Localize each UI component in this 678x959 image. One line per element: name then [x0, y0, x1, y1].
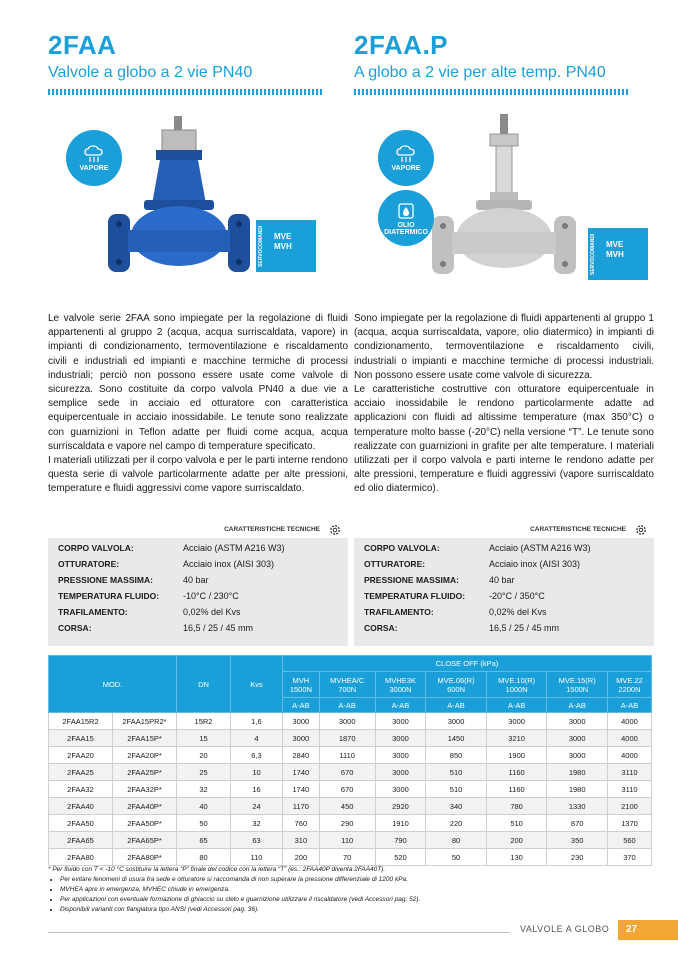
table-cell: 2FAA15R2 [49, 713, 113, 730]
table-cell: 2FAA80P* [113, 849, 177, 866]
left-product-photo [48, 108, 324, 302]
gear-icon [328, 523, 342, 537]
table-cell: 25 [177, 764, 231, 781]
footnote-item: • Disponibili varianti con flangiatura tipo ANSI (vedi Accessori pag. 36). [60, 905, 648, 915]
table-cell: 340 [426, 798, 487, 815]
table-cell: 32 [231, 815, 283, 832]
header-dn: DN [177, 656, 231, 713]
table-cell: 65 [177, 832, 231, 849]
spec-value: 0,02% del Kvs [183, 607, 241, 617]
right-product-photo [354, 108, 630, 302]
table-cell: 1910 [375, 815, 426, 832]
spec-value: Acciaio (ASTM A216 W3) [489, 543, 591, 553]
table-cell: 4000 [607, 713, 651, 730]
header-a-ab: A-AB [426, 698, 487, 713]
table-cell: 2FAA15PR2* [113, 713, 177, 730]
header-actuator [486, 671, 547, 698]
actuator-force: 3000N [389, 684, 412, 694]
table-cell: 560 [607, 832, 651, 849]
header-actuator [319, 671, 375, 698]
actuator-name: MVHEA/C [330, 675, 365, 685]
table-cell: 3000 [547, 730, 608, 747]
left-paragraph-1: Le valvole serie 2FAA sono impiegate per la regolazione di fluidi appartenenti al gruppo 2 (acqua, acqua surriscaldata, vapore) in impianti di condizionamento, termoventilazione e riscaldamento civili e industriali ed impianti e macchine termiche di processi industriali; perciò non possono essere usate come valvole di sicurezza. Sono costituite da corpo valvola PN40 a due vie a semplice sede in acciaio ed otturatore con caratteristica equipercentuale in acciaio inossidabile. Le tenute sono realizzate con guarnizioni in Teflon adatte per fluidi come acqua, acqua surriscaldata e vapore nel campo di temperature specificato. [48, 313, 348, 452]
spec-value: 16,5 / 25 / 45 mm [183, 623, 254, 633]
table-cell: 16 [231, 781, 283, 798]
table-cell: 2840 [283, 747, 320, 764]
table-cell: 2FAA65 [49, 832, 113, 849]
right-servocomandi-label: SERVOCOMANDI [590, 233, 596, 275]
table-cell: 3000 [547, 747, 608, 764]
footnote-list [48, 875, 648, 915]
table-cell: 1980 [547, 781, 608, 798]
table-cell: 15R2 [177, 713, 231, 730]
footnote-item: • Per applicazioni con eventuale formazione di ghiaccio su stelo e guarnizione utilizzare il riscaldatore (vedi Accessori pag. 52). [60, 895, 648, 905]
table-cell: 450 [319, 798, 375, 815]
table-cell: 1900 [486, 747, 547, 764]
actuator-force: 1500N [289, 684, 312, 694]
right-vapore-badge [378, 130, 434, 186]
table-cell: 3000 [547, 713, 608, 730]
table-cell: 3000 [375, 713, 426, 730]
table-cell: 1160 [486, 764, 547, 781]
table-cell: 2FAA40 [49, 798, 113, 815]
table-row [49, 781, 652, 798]
table-cell: 370 [607, 849, 651, 866]
table-cell: 230 [547, 849, 608, 866]
footnote-first: * Per fluido con T < -10 °C sostituire la lettera “P” finale del codice con la lettera “T” (es.: 2FAA40P diventa 2FAA40T). [48, 866, 386, 873]
table-cell: 310 [283, 832, 320, 849]
table-cell: 15 [177, 730, 231, 747]
right-subtitle: A globo a 2 vie per alte temp. PN40 [354, 64, 606, 81]
spec-value: 40 bar [183, 575, 209, 585]
header-a-ab: A-AB [283, 698, 320, 713]
table-cell: 4 [231, 730, 283, 747]
table-cell: 3000 [486, 713, 547, 730]
table-cell: 2920 [375, 798, 426, 815]
table-cell: 870 [547, 815, 608, 832]
table-cell: 790 [375, 832, 426, 849]
actuator-force: 600N [447, 684, 466, 694]
table-cell: 2FAA50P* [113, 815, 177, 832]
header-kvs: Kvs [231, 656, 283, 713]
actuator-name: MVE.22 [616, 675, 643, 685]
spec-key: OTTURATORE: [364, 559, 426, 569]
table-cell: 130 [486, 849, 547, 866]
table-cell: 3000 [426, 713, 487, 730]
spec-value: 16,5 / 25 / 45 mm [489, 623, 560, 633]
left-vapore-label: VAPORE [79, 164, 109, 172]
spec-key: CORSA: [364, 623, 398, 633]
left-description [48, 312, 348, 497]
table-cell: 2FAA80 [49, 849, 113, 866]
table-cell: 10 [231, 764, 283, 781]
table-cell: 220 [426, 815, 487, 832]
right-product-code: 2FAA.P [354, 30, 449, 60]
table-cell: 63 [231, 832, 283, 849]
table-cell: 780 [486, 798, 547, 815]
left-servocomandi-label: SERVOCOMANDI [258, 225, 264, 267]
header-close-off: CLOSE OFF (kPa) [283, 656, 652, 672]
right-spec-header [354, 524, 654, 538]
right-vapore-label: VAPORE [391, 164, 421, 172]
table-cell: 670 [319, 764, 375, 781]
right-actuator-mve: MVE [606, 240, 624, 249]
spec-key: TEMPERATURA FLUIDO: [364, 591, 466, 601]
header-actuator [375, 671, 426, 698]
right-olio-badge [378, 190, 434, 246]
table-cell: 2FAA65P* [113, 832, 177, 849]
left-vapore-badge [66, 130, 122, 186]
table-cell: 3000 [375, 781, 426, 798]
header-a-ab: A-AB [486, 698, 547, 713]
table-cell: 1160 [486, 781, 547, 798]
header-a-ab: A-AB [319, 698, 375, 713]
spec-value: Acciaio (ASTM A216 W3) [183, 543, 285, 553]
spec-key: TRAFILAMENTO: [58, 607, 128, 617]
table-cell: 200 [283, 849, 320, 866]
left-spec-title: CARATTERISTICHE TECNICHE [224, 526, 320, 533]
left-spec-header [48, 524, 348, 538]
right-actuator-tag [588, 228, 648, 280]
spec-key: TRAFILAMENTO: [364, 607, 434, 617]
table-cell: 510 [486, 815, 547, 832]
oil-drop-icon [397, 200, 415, 220]
header-a-ab: A-AB [547, 698, 608, 713]
table-cell: 110 [319, 832, 375, 849]
steam-cloud-icon [83, 145, 105, 163]
actuator-force: 1500N [566, 684, 589, 694]
header-actuator [547, 671, 608, 698]
right-actuator-mvh: MVH [606, 250, 624, 259]
spec-key: PRESSIONE MASSIMA: [58, 575, 153, 585]
table-cell: 2FAA20 [49, 747, 113, 764]
header-a-ab: A-AB [607, 698, 651, 713]
table-cell: 80 [426, 832, 487, 849]
table-cell: 6,3 [231, 747, 283, 764]
header-actuator [607, 671, 651, 698]
spec-value: 0,02% del Kvs [489, 607, 547, 617]
table-cell: 32 [177, 781, 231, 798]
table-cell: 1110 [319, 747, 375, 764]
table-cell: 670 [319, 781, 375, 798]
table-cell: 50 [426, 849, 487, 866]
table-cell: 70 [319, 849, 375, 866]
actuator-force: 1000N [505, 684, 528, 694]
table-row [49, 798, 652, 815]
table-cell: 510 [426, 764, 487, 781]
table-cell: 50 [177, 815, 231, 832]
left-paragraph-2: I materiali utilizzati per il corpo valvola e per le parti interne rendono questa serie di valvole particolarmente adatte per alte pressioni, temperature e fluidi aggressivi come vapore surriscaldato. [48, 455, 348, 495]
table-cell: 3000 [375, 747, 426, 764]
table-row [49, 713, 652, 730]
table-cell: 290 [319, 815, 375, 832]
table-cell: 3210 [486, 730, 547, 747]
header-actuator [426, 671, 487, 698]
gear-icon [634, 523, 648, 537]
actuator-force: 2200N [618, 684, 641, 694]
table-cell: 1980 [547, 764, 608, 781]
left-subtitle: Valvole a globo a 2 vie PN40 [48, 64, 253, 81]
table-row [49, 849, 652, 866]
spec-value: -20°C / 350°C [489, 591, 545, 601]
footnote-item: • MVHEA apre in emergenza, MVHEC chiude in emergenza. [60, 885, 648, 895]
spec-key: TEMPERATURA FLUIDO: [58, 591, 160, 601]
table-cell: 3110 [607, 781, 651, 798]
table-cell: 350 [547, 832, 608, 849]
actuator-name: MVHE3K [385, 675, 416, 685]
right-spec-box [354, 538, 654, 646]
table-cell: 3000 [283, 713, 320, 730]
footer-section-label: VALVOLE A GLOBO [520, 924, 610, 934]
spec-value: Acciaio inox (AISI 303) [489, 559, 581, 569]
table-cell: 110 [231, 849, 283, 866]
right-paragraph-1: Sono impiegate per la regolazione di fluidi appartenenti al gruppo 1 (acqua, acqua surriscaldata, vapore, olio diatermico) in impianti di condizionamento, termoventilazione e riscaldamento civili, industriali o impianti e macchine termiche di processi industriali. Non possono essere usate come valvole di sicurezza. [354, 313, 654, 381]
right-olio-label: OLIO DIATERMICO [384, 222, 428, 236]
right-description [354, 312, 654, 497]
table-cell: 2FAA25P* [113, 764, 177, 781]
table-cell: 510 [426, 781, 487, 798]
table-cell: 20 [177, 747, 231, 764]
table-cell: 2FAA20P* [113, 747, 177, 764]
table-cell: 3000 [319, 713, 375, 730]
table-cell: 850 [426, 747, 487, 764]
table-cell: 2FAA40P* [113, 798, 177, 815]
spec-key: CORPO VALVOLA: [364, 543, 440, 553]
table-cell: 2FAA15P* [113, 730, 177, 747]
table-cell: 1450 [426, 730, 487, 747]
close-off-table-body [49, 713, 652, 866]
table-cell: 2100 [607, 798, 651, 815]
footer-rule [48, 932, 510, 933]
right-paragraph-2: Le caratteristiche costruttive con otturatore equipercentuale in acciaio inossidabile le rendono particolarmente adatte ad applicazioni con fluidi ad altissime temperature (max 350°C) o temperature molto basse (-20°C) nella versione “T”. Le tenute sono realizzate con guarnizioni in grafite per alte temperature. I materiali utilizzati per il corpo valvola e parti interne le rendono adatte per alte pressioni, temperature e fluidi aggressivi (vapore surriscaldato ed olio diatermico). [354, 384, 654, 495]
actuator-name: MVE.06(R) [437, 675, 475, 685]
header-a-ab: A-AB [375, 698, 426, 713]
spec-key: CORSA: [58, 623, 92, 633]
actuator-name: MVE.15(R) [558, 675, 596, 685]
table-cell: 2FAA25 [49, 764, 113, 781]
table-cell: 1740 [283, 781, 320, 798]
table-cell: 3000 [375, 764, 426, 781]
footnote-item: • Per evitare fenomeni di usura fra sede e otturatore si raccomanda di non superare la pressione differenziale di 1200 kPa. [60, 875, 648, 885]
spec-value: Acciaio inox (AISI 303) [183, 559, 275, 569]
spec-key: CORPO VALVOLA: [58, 543, 134, 553]
table-cell: 2FAA50 [49, 815, 113, 832]
table-cell: 3000 [283, 730, 320, 747]
table-cell: 4000 [607, 730, 651, 747]
table-row [49, 832, 652, 849]
table-row [49, 815, 652, 832]
table-cell: 40 [177, 798, 231, 815]
spec-key: OTTURATORE: [58, 559, 120, 569]
table-cell: 3110 [607, 764, 651, 781]
table-cell: 2FAA32P* [113, 781, 177, 798]
table-cell: 24 [231, 798, 283, 815]
actuator-name: MVH [292, 675, 310, 685]
table-cell: 1870 [319, 730, 375, 747]
left-spec-box [48, 538, 348, 646]
table-cell: 3000 [375, 730, 426, 747]
table-cell: 1740 [283, 764, 320, 781]
left-actuator-mvh: MVH [274, 242, 292, 251]
table-cell: 1330 [547, 798, 608, 815]
table-row [49, 747, 652, 764]
steam-cloud-icon [395, 145, 417, 163]
close-off-table [48, 655, 652, 866]
header-mod: MOD. [49, 656, 177, 713]
table-cell: 2FAA32 [49, 781, 113, 798]
table-row [49, 730, 652, 747]
table-cell: 1370 [607, 815, 651, 832]
table-cell: 4000 [607, 747, 651, 764]
table-cell: 1,6 [231, 713, 283, 730]
table-cell: 520 [375, 849, 426, 866]
table-row [49, 764, 652, 781]
left-dotted-rule [48, 89, 324, 95]
table-cell: 80 [177, 849, 231, 866]
spec-key: PRESSIONE MASSIMA: [364, 575, 459, 585]
footnotes [48, 865, 648, 915]
left-actuator-mve: MVE [274, 232, 292, 241]
header-actuator [283, 671, 320, 698]
table-cell: 760 [283, 815, 320, 832]
actuator-force: 700N [338, 684, 357, 694]
table-cell: 1170 [283, 798, 320, 815]
spec-value: -10°C / 230°C [183, 591, 239, 601]
left-actuator-tag [256, 220, 316, 272]
spec-value: 40 bar [489, 575, 515, 585]
table-cell: 2FAA15 [49, 730, 113, 747]
table-cell: 200 [486, 832, 547, 849]
left-product-code: 2FAA [48, 30, 117, 60]
page-number: 27 [618, 920, 678, 940]
right-spec-title: CARATTERISTICHE TECNICHE [530, 526, 626, 533]
right-dotted-rule [354, 89, 630, 95]
actuator-name: MVE.10(R) [498, 675, 536, 685]
